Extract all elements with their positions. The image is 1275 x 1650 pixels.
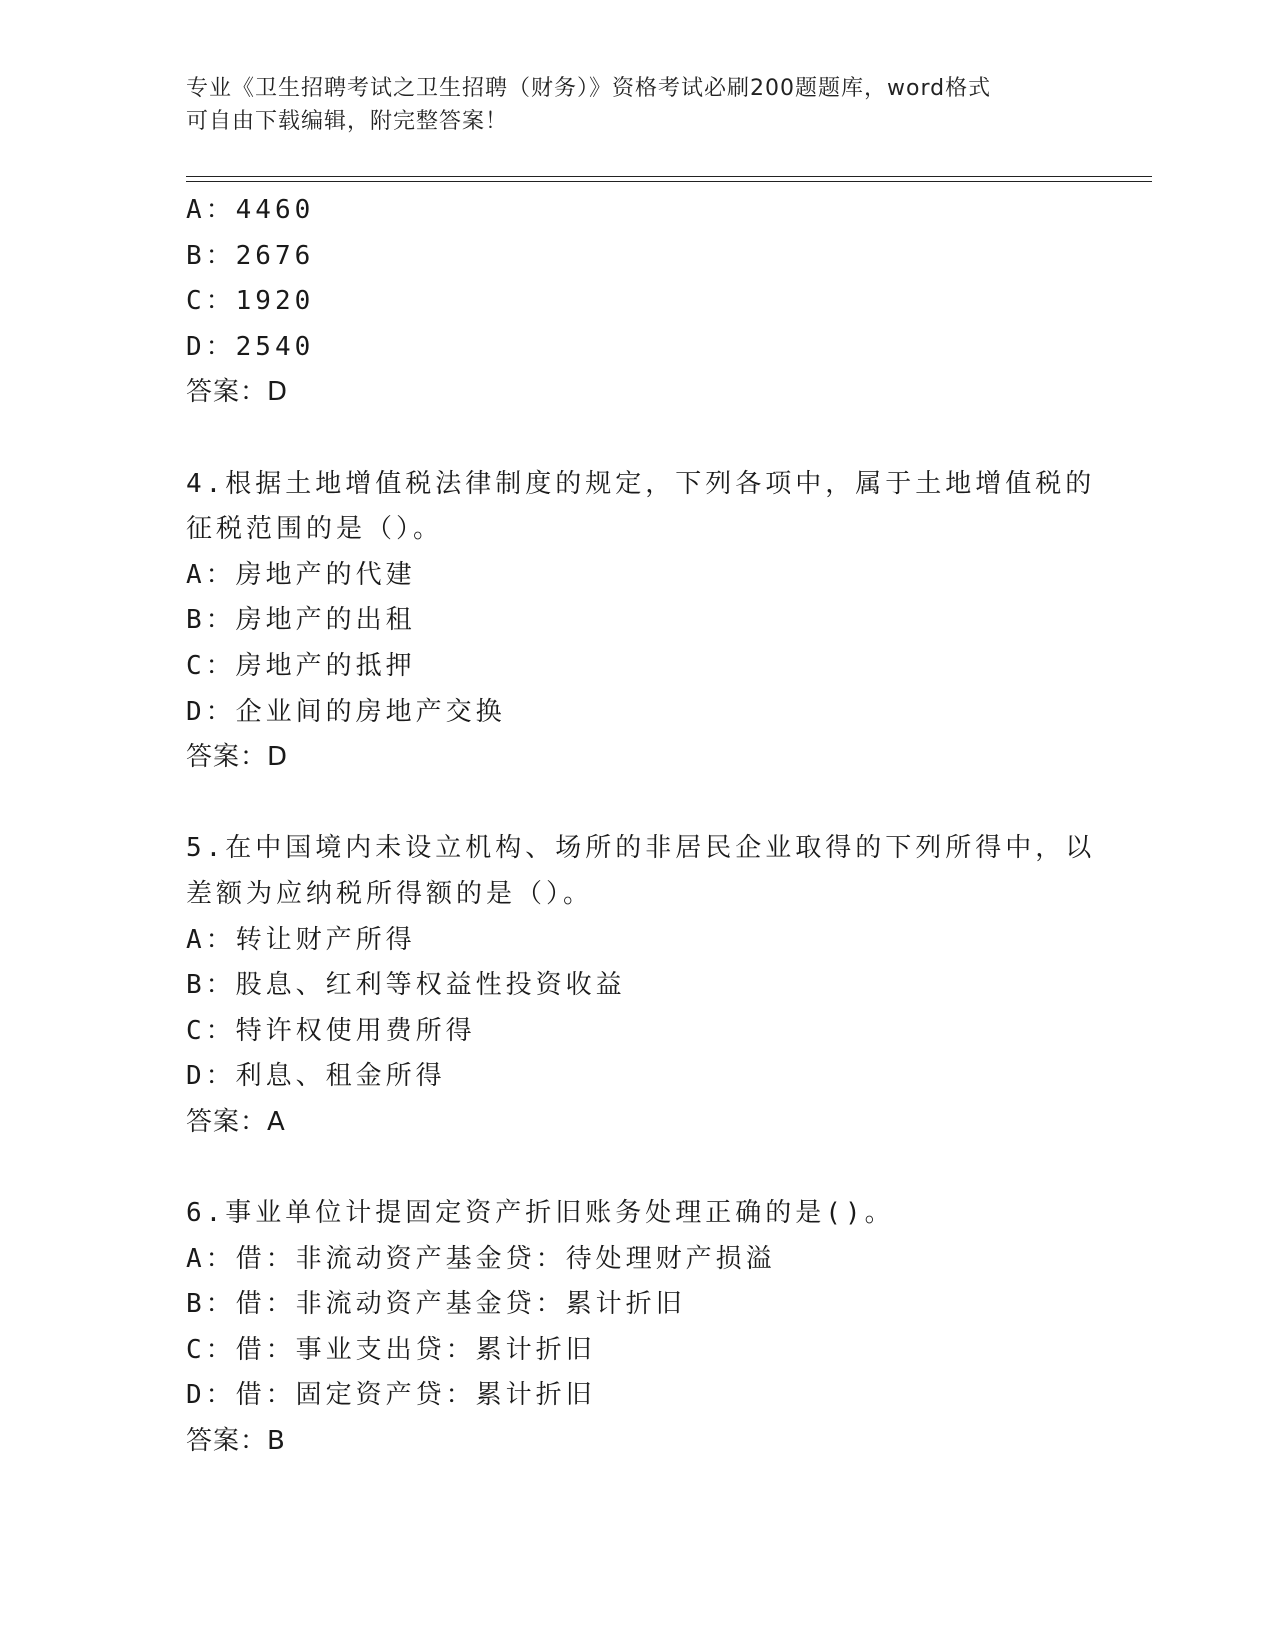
header-title-line-1: 专业《卫生招聘考试之卫生招聘（财务）》资格考试必刷200题题库，word格式 bbox=[186, 76, 992, 101]
option-a: A：4460 bbox=[186, 195, 315, 225]
document-header bbox=[186, 72, 1066, 138]
header-title-line-2: 可自由下载编辑，附完整答案！ bbox=[186, 109, 509, 134]
question-spacer bbox=[186, 416, 1146, 462]
option-c: C：借：事业支出贷：累计折旧 bbox=[186, 1334, 596, 1365]
question-stem-line-1: 5.在中国境内未设立机构、场所的非居民企业取得的下列所得中，以 bbox=[186, 833, 1096, 864]
option-d: D：利息、租金所得 bbox=[186, 1061, 446, 1092]
question-3 bbox=[186, 188, 1146, 416]
option-b: B：股息、红利等权益性投资收益 bbox=[186, 970, 626, 1001]
option-c: C：特许权使用费所得 bbox=[186, 1015, 476, 1046]
question-6 bbox=[186, 1191, 1146, 1465]
answer-line: 答案：D bbox=[186, 377, 289, 408]
answer-line: 答案：A bbox=[186, 1106, 286, 1137]
option-c: C：房地产的抵押 bbox=[186, 650, 416, 681]
option-a: A：房地产的代建 bbox=[186, 559, 416, 590]
question-4 bbox=[186, 462, 1146, 781]
question-stem-line-2: 征税范围的是（）。 bbox=[186, 514, 444, 545]
option-b: B：借：非流动资产基金贷：累计折旧 bbox=[186, 1289, 686, 1320]
option-a: A：转让财产所得 bbox=[186, 924, 416, 955]
question-stem-line-2: 差额为应纳税所得额的是（）。 bbox=[186, 878, 594, 909]
answer-line: 答案：B bbox=[186, 1426, 286, 1457]
question-spacer bbox=[186, 1145, 1146, 1191]
question-list bbox=[186, 188, 1146, 1465]
question-stem-line-1: 4.根据土地增值税法律制度的规定，下列各项中，属于土地增值税的 bbox=[186, 468, 1096, 499]
option-d: D：借：固定资产贷：累计折旧 bbox=[186, 1380, 596, 1411]
header-divider-bottom bbox=[186, 181, 1152, 182]
option-b: B：房地产的出租 bbox=[186, 605, 416, 636]
option-a: A：借：非流动资产基金贷：待处理财产损溢 bbox=[186, 1243, 776, 1274]
option-b: B：2676 bbox=[186, 240, 315, 271]
answer-line: 答案：D bbox=[186, 742, 289, 773]
question-5 bbox=[186, 826, 1146, 1145]
question-stem-line-1: 6.事业单位计提固定资产折旧账务处理正确的是()。 bbox=[186, 1198, 895, 1229]
question-spacer bbox=[186, 781, 1146, 827]
option-d: D：企业间的房地产交换 bbox=[186, 696, 506, 727]
option-d: D：2540 bbox=[186, 331, 315, 362]
header-divider-top bbox=[186, 176, 1152, 177]
option-c: C：1920 bbox=[186, 286, 315, 317]
